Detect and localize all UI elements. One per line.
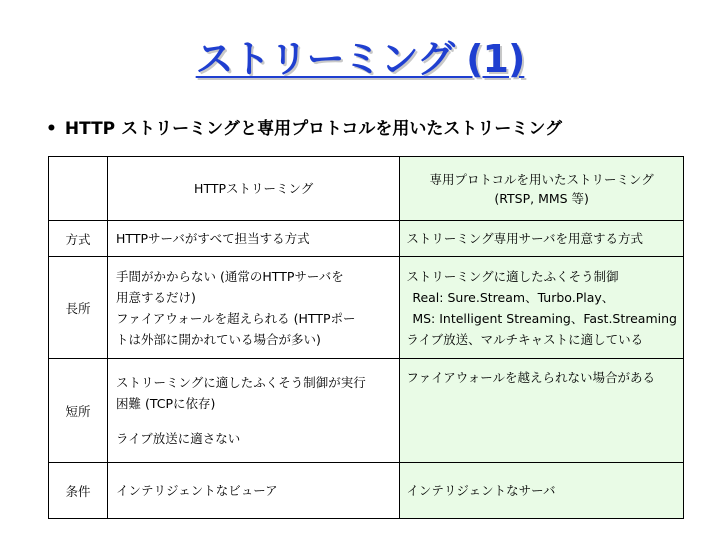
cell-line: ライブ放送、マルチキャストに適している <box>406 331 644 347</box>
cell-line: 困難 (TCPに依存) <box>116 396 216 411</box>
cell-line: 手間がかからない (通常のHTTPサーバを <box>116 268 344 284</box>
cell-line: MS: Intelligent Streaming、Fast.Streaming <box>412 310 677 326</box>
row-pros <box>49 257 684 359</box>
cell-line: トは外部に開かれている場合が多い) <box>116 331 321 347</box>
row-label-pros: 長所 <box>49 257 108 359</box>
cell-line: ファイアウォールを越えられない場合がある <box>406 370 655 385</box>
row-label-cons: 短所 <box>49 359 108 463</box>
bullet-marker: • <box>46 119 57 139</box>
cell-line: HTTPサーバがすべて担当する方式 <box>116 231 310 246</box>
bullet-text: HTTP ストリーミングと専用プロトコルを用いたストリーミング <box>64 119 563 139</box>
header-row <box>49 157 684 221</box>
cons-http-cell <box>108 359 400 463</box>
header-http-streaming: HTTPストリーミング <box>108 157 400 221</box>
cell-line: ストリーミングに適したふくそう制御 <box>406 268 619 284</box>
cell-line: ファイアウォールを超えられる (HTTPポー <box>116 310 356 326</box>
requirements-http-cell <box>108 463 400 519</box>
cell-line: ストリーミング専用サーバを用意する方式 <box>406 231 643 246</box>
method-http-cell <box>108 221 400 257</box>
cell-line: ライブ放送に適さない <box>116 431 241 446</box>
cell-line: Real: Sure.Stream、Turbo.Play、 <box>412 289 615 305</box>
cell-line: 用意するだけ) <box>116 289 196 305</box>
row-label-method: 方式 <box>49 221 108 257</box>
row-requirements <box>49 463 684 519</box>
comparison-table <box>48 156 684 519</box>
cell-line: インテリジェントなビューア <box>116 483 278 498</box>
header-protocol-line2: (RTSP, MMS 等) <box>494 190 589 206</box>
header-protocol-line1: 専用プロトコルを用いたストリーミング <box>429 171 654 187</box>
row-method <box>49 221 684 257</box>
slide-title: ストリーミング (1) <box>195 37 525 81</box>
cell-line: ストリーミングに適したふくそう制御が実行 <box>116 375 366 390</box>
header-protocol-streaming <box>400 157 684 221</box>
cons-protocol-cell <box>400 359 684 463</box>
header-corner-cell <box>49 157 108 221</box>
row-cons <box>49 359 684 463</box>
bullet-line <box>46 114 562 139</box>
pros-protocol-cell <box>400 257 684 359</box>
requirements-protocol-cell <box>400 463 684 519</box>
pros-http-cell <box>108 257 400 359</box>
method-protocol-cell <box>400 221 684 257</box>
cell-line: インテリジェントなサーバ <box>406 483 556 498</box>
row-label-requirements: 条件 <box>49 463 108 519</box>
